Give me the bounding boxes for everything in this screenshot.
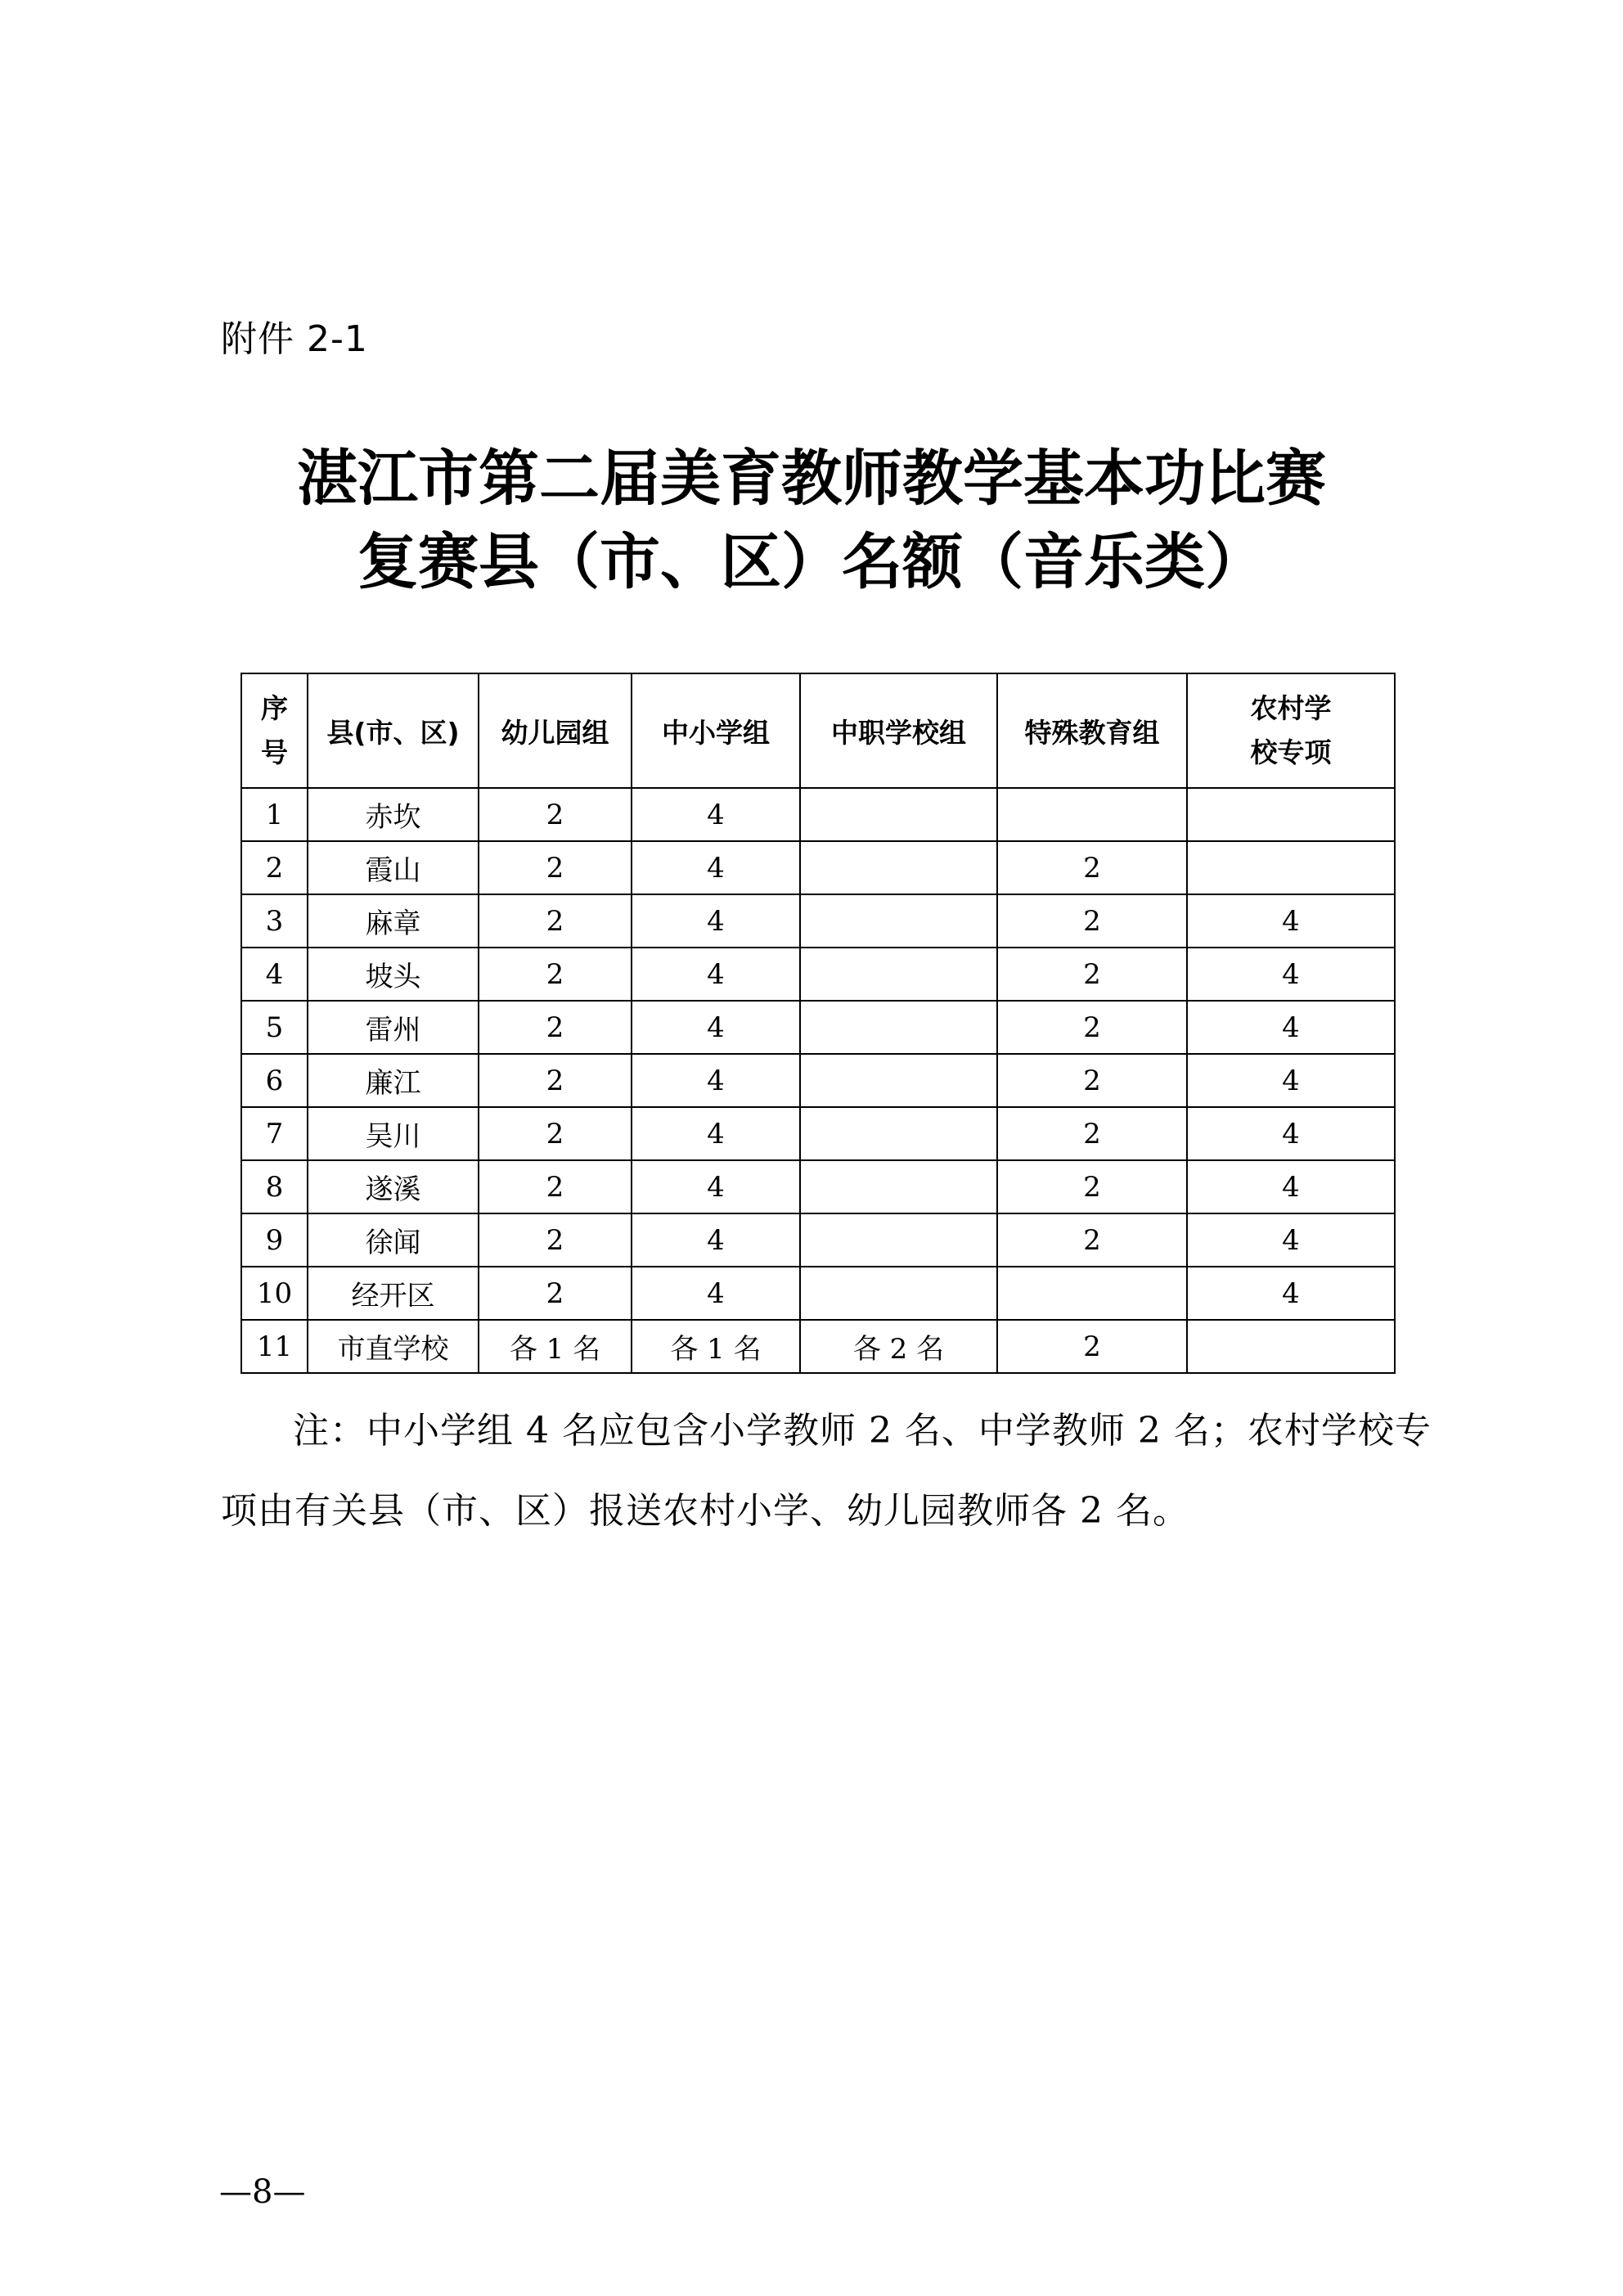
cell-kindergarten: 2 [479,894,632,948]
cell-seq: 4 [241,948,308,1001]
cell-kindergarten: 2 [479,1213,632,1267]
cell-county: 雷州 [308,1001,479,1054]
quota-table [241,673,1396,1374]
cell-rural: 4 [1187,894,1395,948]
cell-county: 廉江 [308,1054,479,1107]
table-row [241,1213,1395,1267]
cell-special-education: 2 [997,948,1187,1001]
table-header-row [241,673,1395,788]
header-kindergarten: 幼儿园组 [479,673,632,788]
cell-county: 吴川 [308,1107,479,1160]
header-special-education: 特殊教育组 [997,673,1187,788]
cell-seq: 7 [241,1107,308,1160]
cell-seq: 11 [241,1320,308,1373]
cell-rural [1187,1320,1395,1373]
document-title-line-2: 复赛县（市、区）名额（音乐类） [357,527,1266,597]
cell-primary-secondary: 各 1 名 [632,1320,800,1373]
cell-primary-secondary: 4 [632,1054,800,1107]
cell-primary-secondary: 4 [632,1213,800,1267]
table-note: 注：中小学组 4 名应包含小学教师 2 名、中学教师 2 名；农村学校专项由有关县（市、区）报送农村小学、幼儿园教师各 2 名。 [221,1410,1432,1532]
header-rural [1187,673,1395,788]
cell-special-education [997,1267,1187,1320]
cell-seq: 9 [241,1213,308,1267]
cell-seq: 5 [241,1001,308,1054]
cell-kindergarten: 2 [479,1267,632,1320]
cell-vocational [800,1054,997,1107]
cell-special-education: 2 [997,1107,1187,1160]
cell-rural: 4 [1187,1107,1395,1160]
cell-vocational: 各 2 名 [800,1320,997,1373]
cell-seq: 6 [241,1054,308,1107]
table-row [241,1160,1395,1213]
cell-vocational [800,841,997,894]
cell-county: 赤坎 [308,788,479,841]
cell-county: 麻章 [308,894,479,948]
cell-primary-secondary: 4 [632,1001,800,1054]
cell-county: 坡头 [308,948,479,1001]
cell-special-education: 2 [997,1160,1187,1213]
table-row [241,1320,1395,1373]
cell-kindergarten: 2 [479,1054,632,1107]
cell-vocational [800,788,997,841]
page-number: —8— [219,2173,306,2211]
table-row [241,1267,1395,1320]
cell-rural: 4 [1187,1213,1395,1267]
cell-special-education: 2 [997,1001,1187,1054]
header-county: 县(市、区) [308,673,479,788]
cell-kindergarten: 2 [479,1160,632,1213]
table-row [241,894,1395,948]
cell-special-education: 2 [997,1320,1187,1373]
cell-kindergarten: 2 [479,1001,632,1054]
cell-rural [1187,788,1395,841]
cell-vocational [800,1001,997,1054]
cell-vocational [800,1267,997,1320]
cell-primary-secondary: 4 [632,1267,800,1320]
cell-county: 市直学校 [308,1320,479,1373]
cell-vocational [800,1213,997,1267]
cell-rural: 4 [1187,1267,1395,1320]
cell-vocational [800,1160,997,1213]
cell-kindergarten: 2 [479,841,632,894]
cell-seq: 10 [241,1267,308,1320]
cell-vocational [800,894,997,948]
document-title-line-1: 湛江市第二届美育教师教学基本功比赛 [297,443,1326,514]
table-row [241,1107,1395,1160]
cell-rural: 4 [1187,948,1395,1001]
table-row [241,1054,1395,1107]
cell-primary-secondary: 4 [632,788,800,841]
cell-primary-secondary: 4 [632,1107,800,1160]
cell-kindergarten: 各 1 名 [479,1320,632,1373]
cell-county: 霞山 [308,841,479,894]
cell-special-education: 2 [997,1213,1187,1267]
quota-table-body [241,788,1395,1373]
cell-kindergarten: 2 [479,1107,632,1160]
cell-special-education: 2 [997,841,1187,894]
table-row [241,788,1395,841]
header-rural-line-1: 农村学 [1250,691,1332,724]
cell-seq: 2 [241,841,308,894]
cell-county: 徐闻 [308,1213,479,1267]
header-seq-line-2: 号 [261,736,288,768]
cell-vocational [800,1107,997,1160]
header-seq [241,673,308,788]
cell-primary-secondary: 4 [632,948,800,1001]
cell-special-education [997,788,1187,841]
cell-seq: 1 [241,788,308,841]
cell-special-education: 2 [997,894,1187,948]
header-rural-line-2: 校专项 [1250,736,1332,768]
table-row [241,1001,1395,1054]
cell-seq: 8 [241,1160,308,1213]
cell-special-education: 2 [997,1054,1187,1107]
table-row [241,948,1395,1001]
table-row [241,841,1395,894]
cell-primary-secondary: 4 [632,1160,800,1213]
cell-vocational [800,948,997,1001]
cell-rural: 4 [1187,1001,1395,1054]
cell-county: 遂溪 [308,1160,479,1213]
header-seq-line-1: 序 [261,691,288,724]
header-vocational: 中职学校组 [800,673,997,788]
cell-kindergarten: 2 [479,788,632,841]
cell-primary-secondary: 4 [632,894,800,948]
cell-rural: 4 [1187,1054,1395,1107]
attachment-label: 附件 2-1 [221,318,368,360]
cell-rural: 4 [1187,1160,1395,1213]
cell-rural [1187,841,1395,894]
cell-kindergarten: 2 [479,948,632,1001]
cell-county: 经开区 [308,1267,479,1320]
cell-seq: 3 [241,894,308,948]
header-primary-secondary: 中小学组 [632,673,800,788]
cell-primary-secondary: 4 [632,841,800,894]
